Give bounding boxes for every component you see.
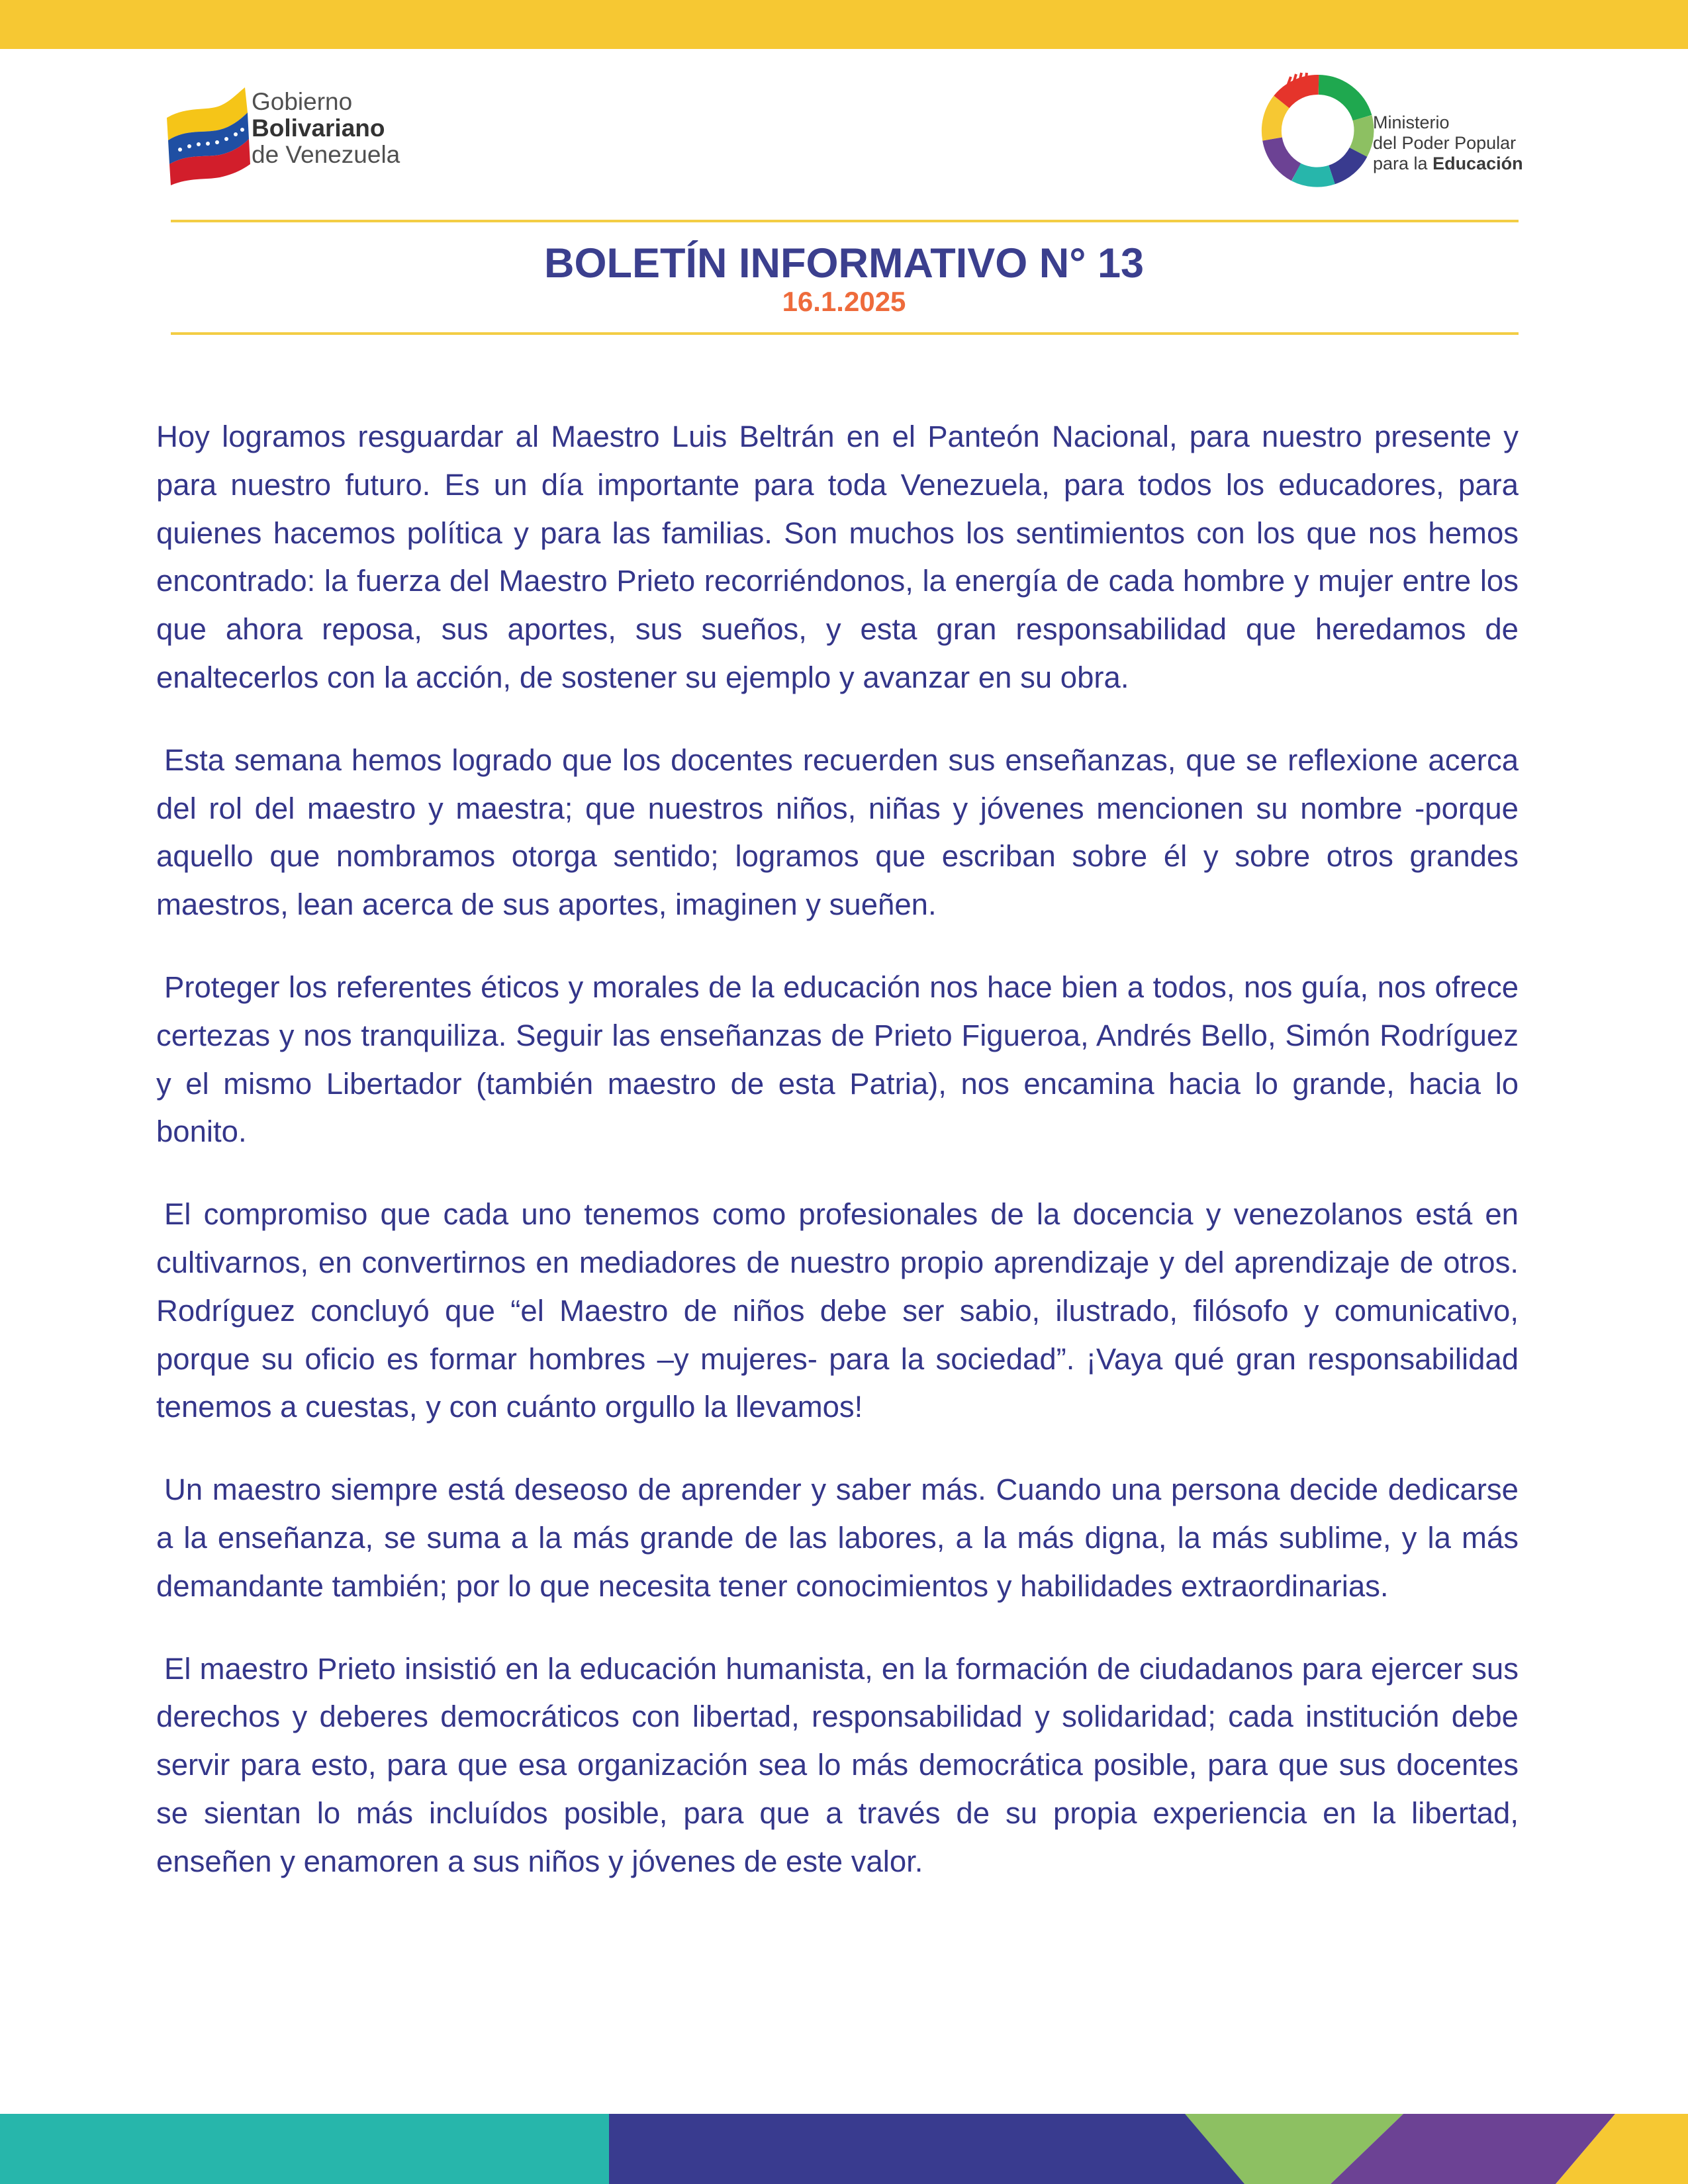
venezuela-flag-icon <box>167 86 253 185</box>
logo-line-poder-popular: del Poder Popular <box>1373 133 1517 153</box>
gobierno-bolivariano-logo <box>167 79 445 192</box>
header-top-rule <box>171 220 1519 222</box>
header-bottom-rule <box>171 332 1519 335</box>
bottom-color-band <box>0 2114 1688 2184</box>
paragraph: Hoy logramos resguardar al Maestro Luis Beltrán en el Panteón Nacional, para nuestro presente y para nuestro futuro. Es un día importante para toda Venezuela, para todos los educadores, para quienes hacemos política y para las familias. Son muchos los sentimientos con los que nos hemos encontrado: la fuerza del Maestro Prieto recorriéndonos, la energía de cada hombre y mujer entre los que ahora reposa, sus aportes, sus sueños, y esta gran responsabilidad que heredamos de enaltecerlos con la acción, de sostener su ejemplo y avanzar en su obra. <box>156 420 1519 694</box>
ministerio-ring-icon <box>1258 71 1377 191</box>
ministerio-logo-text <box>1373 113 1523 174</box>
logo-line-educacion-prefix: para la <box>1373 154 1433 173</box>
logo-line-gobierno: Gobierno <box>252 88 353 115</box>
top-accent-bar <box>0 0 1688 49</box>
logo-line-bolivariano: Bolivariano <box>252 114 385 142</box>
ministerio-educacion-logo <box>1258 71 1536 197</box>
paragraph: El maestro Prieto insistió en la educación humanista, en la formación de ciudadanos para ejercer sus derechos y deberes democráticos con libertad, responsabilidad y solidaridad; cada institución debe servir para esto, para que esa organización sea lo más democrática posible, para que sus docentes se sientan lo más incluídos posible, para que a través de su propia experiencia en la libertad, enseñen y enamoren a sus niños y jóvenes de este valor. <box>156 1651 1519 1878</box>
paragraph: El compromiso que cada uno tenemos como profesionales de la docencia y venezolanos está en cultivarnos, en convertirnos en mediadores de nuestro propio aprendizaje y del aprendizaje de otros. Rodríguez concluyó que “el Maestro de niños debe ser sabio, ilustrado, filósofo y comunicativo, porque su oficio es formar hombres –y mujeres- para la sociedad”. ¡Vaya qué gran responsabilidad tenemos a cuestas, y con cuánto orgullo la llevamos! <box>156 1197 1519 1424</box>
paragraph: Proteger los referentes éticos y morales de la educación nos hace bien a todos, nos guía, nos ofrece certezas y nos tranquiliza. Seguir las enseñanzas de Prieto Figueroa, Andrés Bello, Simón Rodríguez y el mismo Libertador (también maestro de esta Patria), nos encamina hacia lo grande, hacia lo bonito. <box>156 970 1519 1149</box>
gobierno-logo-text <box>252 89 400 168</box>
logo-line-educacion-bold: Educación <box>1432 154 1523 173</box>
logo-line-venezuela: de Venezuela <box>252 141 400 168</box>
paragraph: Esta semana hemos logrado que los docentes recuerden sus enseñanzas, que se reflexione acerca del rol del maestro y maestra; que nuestros niños, niñas y jóvenes mencionen su nombre -porque aquello que nombramos otorga sentido; logramos que escriban sobre él y sobre otros grandes maestros, lean acerca de sus aportes, imaginen y sueñen. <box>156 743 1519 922</box>
logo-line-ministerio: Ministerio <box>1373 113 1450 132</box>
bulletin-date: 16.1.2025 <box>782 286 906 317</box>
paragraph: Un maestro siempre está deseoso de aprender y saber más. Cuando una persona decide dedicarse a la enseñanza, se suma a la más grande de las labores, a la más digna, la más sublime, y la más demandante también; por lo que necesita tener conocimientos y habilidades extraordinarias. <box>156 1473 1519 1603</box>
bulletin-title: BOLETÍN INFORMATIVO N° 13 <box>543 240 1145 287</box>
bulletin-body <box>156 413 1519 1921</box>
logo-line-educacion <box>1373 154 1523 174</box>
